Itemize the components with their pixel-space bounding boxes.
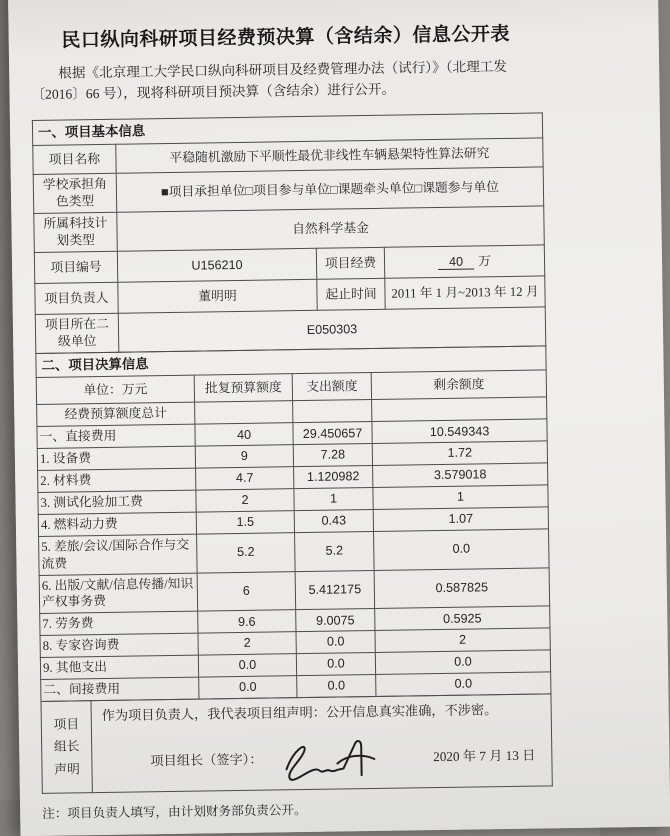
declaration-cell — [91, 694, 552, 793]
declaration-table — [40, 693, 552, 794]
unit-label: 项目所在二级单位 — [35, 313, 119, 353]
fund-label: 项目经费 — [316, 247, 384, 279]
signature-scribble — [276, 734, 381, 788]
role-options-value: ■项目承担单位□项目参与单位□课题牵头单位□课题参与单位 — [116, 167, 544, 212]
row-label: 1. 设备费 — [37, 446, 195, 470]
row-remaining: 1.07 — [373, 507, 548, 531]
basic-info-table — [32, 113, 546, 354]
row-budget: 0.0 — [199, 676, 297, 699]
budget-table — [35, 345, 551, 702]
row-budget: 5.2 — [197, 532, 296, 572]
sign-label: 项目组长（签字）： — [150, 751, 263, 768]
row-spent: 0.0 — [296, 631, 375, 654]
role-type-label: 学校承担角色类型 — [33, 173, 117, 213]
row-label: 二、间接费用 — [41, 677, 199, 701]
row-budget: 6 — [197, 571, 296, 611]
row-remaining: 0.5925 — [375, 606, 550, 630]
scanned-page — [8, 0, 670, 836]
row-remaining: 10.549343 — [372, 419, 547, 443]
row-budget: 4.7 — [196, 467, 294, 490]
unit-value: E050303 — [118, 307, 546, 352]
fund-value: 40 — [449, 254, 464, 269]
row-budget: 2 — [196, 489, 294, 512]
section2-header: 二、项目决算信息 — [36, 346, 546, 378]
fund-value-cell — [384, 245, 544, 278]
intro-paragraph: 根据《北京理工大学民口纵向科研项目及经费管理办法（试行）》（北理工发〔2016〕66 号），现将科研项目预决算（含结余）进行公开。 — [31, 58, 508, 102]
row-spent: 29.450657 — [293, 422, 372, 445]
leader-name: 董明明 — [118, 279, 317, 313]
row-spent: 0.0 — [296, 653, 375, 676]
declaration-row — [41, 694, 552, 794]
leader-label: 项目负责人 — [35, 282, 118, 314]
row-spent: 1.120982 — [294, 466, 373, 489]
row-spent: 1 — [294, 488, 373, 511]
duration-value: 2011 年 1 月~2013 年 12 月 — [385, 276, 545, 309]
declaration-label: 项目组长声明 — [41, 701, 92, 794]
row-remaining: 3.579018 — [373, 463, 548, 487]
footnote: 注：项目负责人填写，由计划财务部负责公开。 — [42, 803, 307, 822]
row-label: 4. 燃料动力费 — [38, 512, 196, 536]
project-no-label: 项目编号 — [34, 251, 117, 283]
row-label: 5. 差旅/会议/国际合作与交流费 — [39, 534, 198, 575]
row-budget: 1.5 — [196, 511, 294, 534]
col-spent-header: 支出额度 — [292, 373, 371, 401]
signature-row — [98, 726, 546, 791]
duration-label: 起止时间 — [317, 278, 385, 310]
row-remaining: 0.0 — [374, 529, 550, 570]
total-label: 经费预算额度总计 — [37, 403, 195, 427]
row-label: 一、直接费用 — [37, 424, 195, 448]
col-unit-header: 单位：万元 — [36, 376, 194, 405]
sign-date: 2020 年 7 月 13 日 — [433, 747, 536, 764]
row-label: 2. 材料费 — [38, 468, 196, 492]
page-content — [8, 0, 554, 823]
row-spent: 5.412175 — [295, 570, 375, 610]
total-spent — [293, 400, 372, 423]
row-spent: 0.0 — [297, 675, 376, 698]
row-label: 9. 其他支出 — [40, 655, 198, 679]
row-label: 7. 劳务费 — [40, 611, 198, 635]
row-label: 3. 测试化验加工费 — [38, 490, 196, 514]
row-label: 8. 专家咨询费 — [40, 633, 198, 657]
project-name-label: 项目名称 — [33, 144, 116, 174]
page-title: 民口纵向科研项目经费预决算（含结余）信息公开表 — [61, 23, 511, 52]
row-budget: 0.0 — [198, 654, 296, 677]
row-spent: 9.0075 — [296, 609, 375, 632]
total-budget — [195, 401, 293, 424]
fund-unit: 万 — [478, 253, 492, 268]
row-label: 6. 出版/文献/信息传播/知识产权事务费 — [39, 573, 198, 614]
row-spent: 0.43 — [294, 509, 373, 532]
row-spent: 5.2 — [295, 531, 375, 571]
plan-type-label: 所属科技计划类型 — [34, 212, 118, 252]
row-remaining: 2 — [375, 628, 550, 652]
row-remaining: 0.0 — [375, 650, 550, 674]
row-budget: 2 — [198, 632, 296, 655]
col-budget-header: 批复预算额度 — [194, 374, 292, 402]
project-no-value: U156210 — [117, 248, 316, 282]
row-remaining: 1.72 — [372, 441, 547, 465]
row-budget: 9.6 — [198, 610, 296, 633]
plan-type-value: 自然科学基金 — [117, 206, 545, 251]
section1-header: 一、项目基本信息 — [32, 113, 542, 145]
row-remaining: 0.0 — [376, 672, 551, 696]
row-budget: 9 — [195, 445, 293, 468]
row-remaining: 1 — [373, 485, 548, 509]
total-remaining — [372, 397, 547, 421]
row-remaining: 0.587825 — [374, 567, 550, 608]
row-budget: 40 — [195, 423, 293, 446]
col-remaining-header: 剩余额度 — [371, 370, 546, 400]
project-name-value: 平稳随机激励下平顺性最优非线性车辆悬架特性算法研究 — [116, 138, 543, 173]
row-spent: 7.28 — [293, 444, 372, 467]
declaration-statement: 作为项目负责人，我代表项目组声明：公开信息真实准确，不涉密。 — [101, 702, 498, 723]
